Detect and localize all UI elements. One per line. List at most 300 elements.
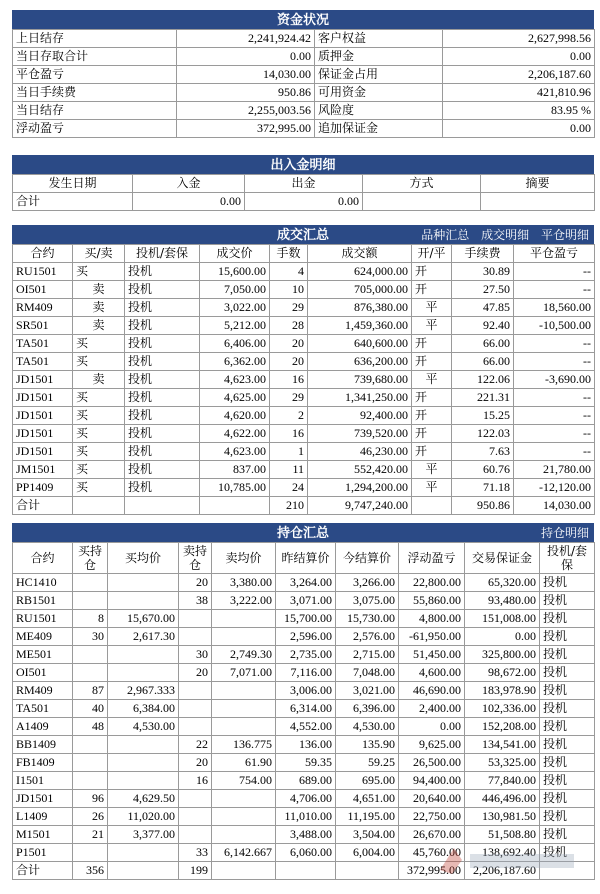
fund-label: 当日结存: [13, 102, 177, 120]
positions-cell: 59.35: [276, 754, 336, 772]
trades-cell: 28: [270, 317, 308, 335]
positions-cell: [212, 610, 276, 628]
trades-cell: 4,625.00: [200, 389, 270, 407]
positions-cell: P1501: [13, 844, 73, 862]
trades-cell: JD1501: [13, 425, 73, 443]
positions-cell: 6,384.00: [108, 700, 179, 718]
positions-cell: 20: [179, 664, 212, 682]
trades-cell: 11: [270, 461, 308, 479]
positions-cell: [73, 772, 108, 790]
trades-cell: 71.18: [452, 479, 514, 497]
positions-cell: JD1501: [13, 790, 73, 808]
trades-cell: 20: [270, 335, 308, 353]
trades-cell: JD1501: [13, 371, 73, 389]
positions-header-cell: 浮动盈亏: [399, 543, 465, 574]
trades-cell: 221.31: [452, 389, 514, 407]
trades-cell: 投机: [125, 317, 200, 335]
trades-cell: 投机: [125, 335, 200, 353]
positions-cell: 投机: [540, 844, 595, 862]
positions-cell: [179, 790, 212, 808]
trades-total-cell: 14,030.00: [514, 497, 595, 515]
positions-cell: 77,840.00: [465, 772, 540, 790]
fund-label: 当日手续费: [13, 84, 177, 102]
trades-cell: 开: [412, 281, 452, 299]
trades-cell: 投机: [125, 479, 200, 497]
cash-header-cell: 方式: [363, 175, 481, 193]
fund-value: 14,030.00: [177, 66, 315, 84]
trades-cell: 15,600.00: [200, 263, 270, 281]
positions-row: [13, 700, 595, 718]
trades-cell: 开: [412, 353, 452, 371]
trades-total-cell: 合计: [13, 497, 73, 515]
positions-cell: 130,981.50: [465, 808, 540, 826]
positions-row: [13, 610, 595, 628]
positions-cell: 投机: [540, 808, 595, 826]
positions-cell: [179, 628, 212, 646]
positions-cell: -61,950.00: [399, 628, 465, 646]
trades-cell: 876,380.00: [308, 299, 412, 317]
trades-cell: 4,620.00: [200, 407, 270, 425]
trades-cell: 投机: [125, 263, 200, 281]
positions-cell: [179, 826, 212, 844]
positions-cell: 6,060.00: [276, 844, 336, 862]
positions-cell: 4,651.00: [336, 790, 399, 808]
trades-cell: 30.89: [452, 263, 514, 281]
positions-cell: 61.90: [212, 754, 276, 772]
trades-cell: 买: [73, 461, 125, 479]
positions-total-cell: 356: [73, 862, 108, 880]
positions-cell: 6,142.667: [212, 844, 276, 862]
fund-value: 372,995.00: [177, 120, 315, 138]
positions-cell: 30: [73, 628, 108, 646]
trades-total-cell: 210: [270, 497, 308, 515]
positions-row: [13, 574, 595, 592]
positions-cell: 26,670.00: [399, 826, 465, 844]
positions-cell: 102,336.00: [465, 700, 540, 718]
positions-cell: [108, 646, 179, 664]
trades-cell: JD1501: [13, 389, 73, 407]
positions-cell: 3,377.00: [108, 826, 179, 844]
watermark-logo: [432, 840, 582, 880]
trades-header-cell: 手续费: [452, 245, 514, 263]
positions-cell: 投机: [540, 736, 595, 754]
positions-cell: [179, 682, 212, 700]
trades-header-cell: 买/卖: [73, 245, 125, 263]
trades-cell: 7,050.00: [200, 281, 270, 299]
trades-cell: --: [514, 407, 595, 425]
positions-cell: 16: [179, 772, 212, 790]
positions-cell: [179, 718, 212, 736]
trades-cell: 投机: [125, 353, 200, 371]
positions-cell: 3,006.00: [276, 682, 336, 700]
positions-cell: 2,617.30: [108, 628, 179, 646]
positions-cell: 4,552.00: [276, 718, 336, 736]
trades-cell: --: [514, 443, 595, 461]
positions-cell: [73, 574, 108, 592]
positions-cell: RU1501: [13, 610, 73, 628]
trades-cell: 买: [73, 479, 125, 497]
positions-section: [12, 523, 594, 880]
cash-total-cell: 合计: [13, 193, 133, 211]
positions-row: [13, 808, 595, 826]
trades-cell: 1: [270, 443, 308, 461]
positions-row: [13, 754, 595, 772]
positions-cell: I1501: [13, 772, 73, 790]
trades-cell: 15.25: [452, 407, 514, 425]
trades-row: [13, 407, 595, 425]
trades-cell: 4,622.00: [200, 425, 270, 443]
positions-cell: 55,860.00: [399, 592, 465, 610]
trades-cell: --: [514, 263, 595, 281]
positions-cell: 投机: [540, 646, 595, 664]
cash-total-cell: 0.00: [245, 193, 363, 211]
positions-total-cell: 372,995.00: [399, 862, 465, 880]
trades-row: [13, 299, 595, 317]
cash-total-row: [13, 193, 595, 211]
trades-cell: 买: [73, 353, 125, 371]
trades-cell: 1,294,200.00: [308, 479, 412, 497]
positions-cell: 26: [73, 808, 108, 826]
trades-cell: 20: [270, 353, 308, 371]
trades-cell: 投机: [125, 299, 200, 317]
fund-row: [13, 66, 595, 84]
trades-table: [12, 244, 595, 515]
trades-cell: 平: [412, 461, 452, 479]
positions-header-cell: 卖持仓: [179, 543, 212, 574]
trades-cell: PP1409: [13, 479, 73, 497]
positions-cell: 20: [179, 574, 212, 592]
trades-row: [13, 479, 595, 497]
positions-cell: 695.00: [336, 772, 399, 790]
trades-cell: 1,459,360.00: [308, 317, 412, 335]
trades-cell: RM409: [13, 299, 73, 317]
trades-cell: 开: [412, 389, 452, 407]
positions-header-cell: 投机/套保: [540, 543, 595, 574]
positions-cell: 投机: [540, 610, 595, 628]
trades-cell: --: [514, 389, 595, 407]
trades-cell: 投机: [125, 461, 200, 479]
trades-cell: 开: [412, 443, 452, 461]
positions-cell: 48: [73, 718, 108, 736]
positions-cell: 3,075.00: [336, 592, 399, 610]
positions-total-cell: 199: [179, 862, 212, 880]
fund-label: 可用资金: [315, 84, 443, 102]
link-close-detail[interactable]: 平仓明细: [540, 228, 589, 242]
trades-cell: 10,785.00: [200, 479, 270, 497]
trades-header-cell: 合约: [13, 245, 73, 263]
positions-row: [13, 772, 595, 790]
positions-header-row: [13, 543, 595, 574]
positions-cell: 98,672.00: [465, 664, 540, 682]
positions-cell: FB1409: [13, 754, 73, 772]
cash-header-row: [13, 175, 595, 193]
positions-cell: 2,596.00: [276, 628, 336, 646]
fund-value: 0.00: [443, 120, 595, 138]
positions-row: [13, 628, 595, 646]
trades-cell: 买: [73, 407, 125, 425]
trades-cell: 卖: [73, 299, 125, 317]
trades-cell: 7.63: [452, 443, 514, 461]
cash-total-cell: [481, 193, 595, 211]
fund-label: 浮动盈亏: [13, 120, 177, 138]
positions-cell: 136.775: [212, 736, 276, 754]
positions-cell: 0.00: [465, 628, 540, 646]
trades-cell: 开: [412, 407, 452, 425]
positions-cell: 3,380.00: [212, 574, 276, 592]
trades-total-row: [13, 497, 595, 515]
positions-cell: L1409: [13, 808, 73, 826]
fund-value: 421,810.96: [443, 84, 595, 102]
positions-cell: M1501: [13, 826, 73, 844]
positions-cell: 53,325.00: [465, 754, 540, 772]
positions-cell: 0.00: [399, 718, 465, 736]
positions-cell: 325,800.00: [465, 646, 540, 664]
positions-cell: BB1409: [13, 736, 73, 754]
positions-cell: [108, 664, 179, 682]
positions-cell: 152,208.00: [465, 718, 540, 736]
positions-cell: 8: [73, 610, 108, 628]
trades-cell: 买: [73, 425, 125, 443]
trades-cell: 投机: [125, 443, 200, 461]
fund-value: 950.86: [177, 84, 315, 102]
fund-title-bar: [12, 10, 594, 29]
trades-cell: 21,780.00: [514, 461, 595, 479]
positions-cell: 134,541.00: [465, 736, 540, 754]
fund-title: 资金状况: [276, 13, 329, 28]
trades-cell: SR501: [13, 317, 73, 335]
positions-cell: 投机: [540, 754, 595, 772]
positions-cell: 7,071.00: [212, 664, 276, 682]
fund-row: [13, 30, 595, 48]
trades-cell: 29: [270, 299, 308, 317]
cash-total-cell: [363, 193, 481, 211]
positions-cell: 投机: [540, 664, 595, 682]
trades-cell: 739,520.00: [308, 425, 412, 443]
positions-cell: 45,760.00: [399, 844, 465, 862]
trades-row: [13, 263, 595, 281]
trades-cell: 投机: [125, 389, 200, 407]
positions-cell: 22,750.00: [399, 808, 465, 826]
trades-cell: 66.00: [452, 353, 514, 371]
trades-cell: 平: [412, 299, 452, 317]
trades-cell: 买: [73, 443, 125, 461]
fund-label: 保证金占用: [315, 66, 443, 84]
positions-cell: [108, 592, 179, 610]
positions-cell: [212, 628, 276, 646]
trades-header-cell: 平仓盈亏: [514, 245, 595, 263]
positions-cell: 689.00: [276, 772, 336, 790]
trades-cell: 投机: [125, 407, 200, 425]
positions-cell: 59.25: [336, 754, 399, 772]
trades-cell: JM1501: [13, 461, 73, 479]
positions-cell: 15,700.00: [276, 610, 336, 628]
positions-cell: 3,071.00: [276, 592, 336, 610]
trades-cell: 1,341,250.00: [308, 389, 412, 407]
positions-cell: 3,266.00: [336, 574, 399, 592]
positions-cell: 3,264.00: [276, 574, 336, 592]
positions-cell: ME501: [13, 646, 73, 664]
link-position-detail[interactable]: 持仓明细: [540, 526, 589, 540]
trades-cell: 4,623.00: [200, 443, 270, 461]
positions-cell: 96: [73, 790, 108, 808]
trades-total-cell: [125, 497, 200, 515]
trades-total-cell: [73, 497, 125, 515]
positions-cell: [179, 808, 212, 826]
trades-cell: -3,690.00: [514, 371, 595, 389]
positions-cell: 40: [73, 700, 108, 718]
trades-cell: 投机: [125, 281, 200, 299]
fund-section: [12, 10, 594, 138]
positions-cell: 投机: [540, 772, 595, 790]
cash-title: 出入金明细: [270, 158, 336, 173]
positions-header-cell: 昨结算价: [276, 543, 336, 574]
trades-row: [13, 461, 595, 479]
positions-cell: 4,530.00: [336, 718, 399, 736]
trades-row: [13, 281, 595, 299]
cash-section: [12, 155, 594, 211]
link-trade-detail[interactable]: 成交明细: [481, 228, 530, 242]
positions-cell: [212, 790, 276, 808]
positions-cell: [73, 736, 108, 754]
link-variety-summary[interactable]: 品种汇总: [421, 228, 470, 242]
trades-cell: 122.03: [452, 425, 514, 443]
positions-cell: [73, 664, 108, 682]
positions-row: [13, 718, 595, 736]
trades-row: [13, 371, 595, 389]
positions-cell: 投机: [540, 628, 595, 646]
positions-cell: [73, 646, 108, 664]
positions-cell: [212, 718, 276, 736]
positions-cell: [108, 736, 179, 754]
positions-cell: 21: [73, 826, 108, 844]
fund-label: 风险度: [315, 102, 443, 120]
positions-cell: 7,116.00: [276, 664, 336, 682]
positions-row: [13, 682, 595, 700]
positions-cell: 65,320.00: [465, 574, 540, 592]
positions-title: 持仓汇总: [276, 526, 329, 541]
positions-cell: 投机: [540, 682, 595, 700]
positions-cell: 投机: [540, 790, 595, 808]
positions-total-cell: [276, 862, 336, 880]
positions-row: [13, 646, 595, 664]
positions-cell: 2,735.00: [276, 646, 336, 664]
trades-cell: -10,500.00: [514, 317, 595, 335]
positions-cell: 38: [179, 592, 212, 610]
positions-cell: 投机: [540, 592, 595, 610]
trades-cell: 平: [412, 317, 452, 335]
positions-cell: 11,010.00: [276, 808, 336, 826]
positions-cell: 4,530.00: [108, 718, 179, 736]
positions-header-cell: 今结算价: [336, 543, 399, 574]
trades-cell: 624,000.00: [308, 263, 412, 281]
fund-value: 2,255,003.56: [177, 102, 315, 120]
positions-cell: 87: [73, 682, 108, 700]
fund-label: 上日结存: [13, 30, 177, 48]
positions-cell: 46,690.00: [399, 682, 465, 700]
trades-cell: 开: [412, 335, 452, 353]
fund-row: [13, 102, 595, 120]
positions-row: [13, 790, 595, 808]
positions-cell: 2,967.333: [108, 682, 179, 700]
trades-cell: 705,000.00: [308, 281, 412, 299]
trades-title-bar: [12, 225, 594, 244]
trades-cell: 92.40: [452, 317, 514, 335]
cash-header-cell: 入金: [133, 175, 245, 193]
fund-row: [13, 120, 595, 138]
trades-total-cell: [412, 497, 452, 515]
positions-cell: [73, 754, 108, 772]
trades-cell: 平: [412, 371, 452, 389]
trades-header-cell: 成交价: [200, 245, 270, 263]
positions-header-cell: 合约: [13, 543, 73, 574]
positions-row: [13, 736, 595, 754]
cash-header-cell: 摘要: [481, 175, 595, 193]
trades-cell: --: [514, 353, 595, 371]
cash-header-cell: 发生日期: [13, 175, 133, 193]
positions-cell: 11,020.00: [108, 808, 179, 826]
positions-cell: 446,496.00: [465, 790, 540, 808]
positions-total-cell: [108, 862, 179, 880]
positions-cell: [108, 574, 179, 592]
trades-cell: --: [514, 281, 595, 299]
positions-title-bar: [12, 523, 594, 542]
positions-cell: [179, 700, 212, 718]
fund-label: 平仓盈亏: [13, 66, 177, 84]
positions-cell: 135.90: [336, 736, 399, 754]
trades-row: [13, 443, 595, 461]
trades-cell: --: [514, 425, 595, 443]
positions-cell: HC1410: [13, 574, 73, 592]
trades-cell: 552,420.00: [308, 461, 412, 479]
trades-cell: 2: [270, 407, 308, 425]
positions-cell: [73, 592, 108, 610]
positions-cell: 151,008.00: [465, 610, 540, 628]
positions-cell: [73, 844, 108, 862]
trades-cell: --: [514, 335, 595, 353]
trades-cell: 16: [270, 371, 308, 389]
positions-cell: 投机: [540, 718, 595, 736]
fund-table: [12, 29, 595, 138]
positions-cell: 30: [179, 646, 212, 664]
trades-cell: 买: [73, 389, 125, 407]
trades-cell: TA501: [13, 353, 73, 371]
positions-cell: 6,004.00: [336, 844, 399, 862]
trades-cell: 买: [73, 263, 125, 281]
cash-header-cell: 出金: [245, 175, 363, 193]
trades-row: [13, 335, 595, 353]
positions-cell: OI501: [13, 664, 73, 682]
positions-cell: 6,314.00: [276, 700, 336, 718]
positions-cell: 4,600.00: [399, 664, 465, 682]
positions-cell: 7,048.00: [336, 664, 399, 682]
positions-cell: 754.00: [212, 772, 276, 790]
trades-header-cell: 投机/套保: [125, 245, 200, 263]
positions-cell: 20,640.00: [399, 790, 465, 808]
positions-cell: RM409: [13, 682, 73, 700]
trades-cell: 18,560.00: [514, 299, 595, 317]
positions-cell: 投机: [540, 574, 595, 592]
positions-cell: 2,576.00: [336, 628, 399, 646]
positions-total-cell: [336, 862, 399, 880]
positions-cell: 15,730.00: [336, 610, 399, 628]
trades-cell: 3,022.00: [200, 299, 270, 317]
trades-cell: 6,406.00: [200, 335, 270, 353]
trades-cell: RU1501: [13, 263, 73, 281]
trades-cell: 5,212.00: [200, 317, 270, 335]
positions-cell: 51,450.00: [399, 646, 465, 664]
trades-cell: -12,120.00: [514, 479, 595, 497]
positions-cell: [108, 844, 179, 862]
